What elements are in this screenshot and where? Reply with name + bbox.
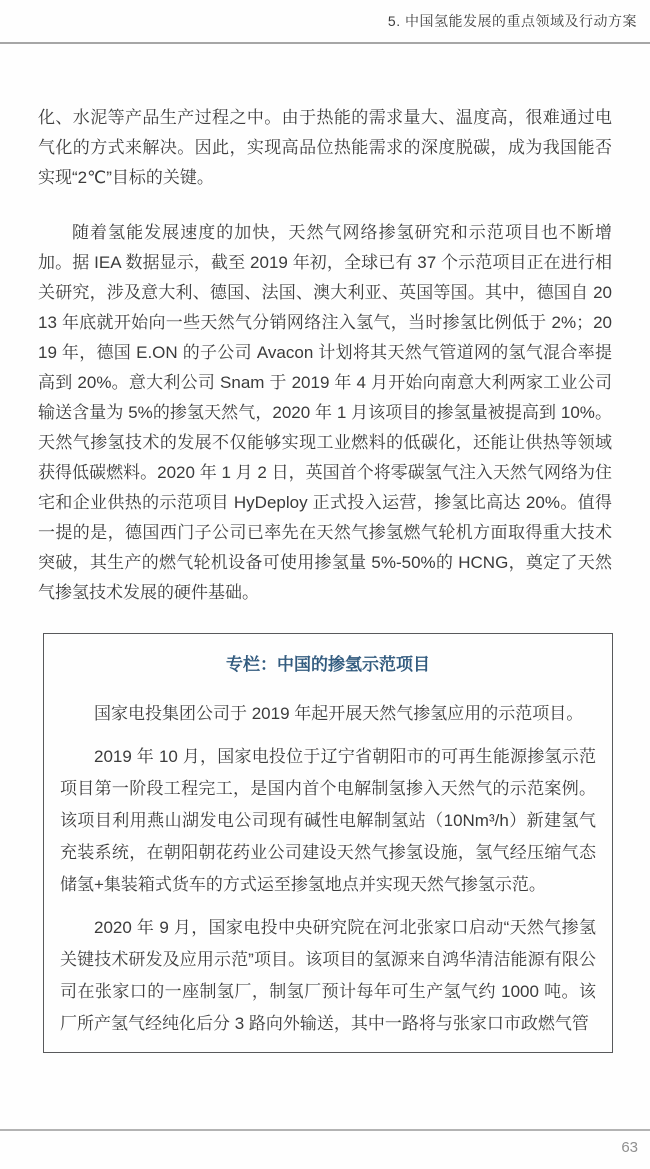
body-content: [38, 103, 612, 1053]
body-paragraph: 化、水泥等产品生产过程之中。由于热能的需求量大、温度高，很难通过电气化的方式来解决。因此，实现高品位热能需求的深度脱碳，成为我国能否实现“2℃”目标的关键。: [38, 108, 612, 187]
footer-divider: [0, 1129, 650, 1131]
callout-box: [43, 633, 613, 1053]
page-number: 63: [621, 1139, 638, 1156]
chapter-title: 5. 中国氢能发展的重点领域及行动方案: [387, 13, 637, 29]
callout-paragraph: 国家电投集团公司于 2019 年起开展天然气掺氢应用的示范项目。: [94, 704, 584, 723]
callout-title: 专栏：中国的掺氢示范项目: [226, 655, 430, 674]
callout-paragraph: 2020 年 9 月，国家电投中央研究院在河北张家口启动“天然气掺氢关键技术研发及应用示范”项目。该项目的氢源来自鸿华清洁能源有限公司在张家口的一座制氢厂，制氢厂预计每年可生产氢气约 1000 吨。该厂所产氢气经纯化后分 3 路向外输送，其中一路将与张家口市政燃气管: [60, 918, 596, 1033]
running-header: [0, 11, 637, 31]
callout-paragraph: 2019 年 10 月，国家电投位于辽宁省朝阳市的可再生能源掺氢示范项目第一阶段工程完工，是国内首个电解制氢掺入天然气的示范案例。该项目利用燕山湖发电公司现有碱性电解制氢站（10Nm³/h）新建氢气充装系统，在朝阳朝花药业公司建设天然气掺氢设施，氢气经压缩气态储氢+集装箱式货车的方式运至掺氢地点并实现天然气掺氢示范。: [60, 747, 596, 894]
header-divider: [0, 42, 650, 44]
body-paragraph: 随着氢能发展速度的加快，天然气网络掺氢研究和示范项目也不断增加。据 IEA 数据显示，截至 2019 年初，全球已有 37 个示范项目正在进行相关研究，涉及意大利、德国、法国、澳大利亚、英国等国。其中，德国自 2013 年底就开始向一些天然气分销网络注入氢气，当时掺氢比例低于 2%；2019 年，德国 E.ON 的子公司 Avacon 计划将其天然气管道网的氢气混合率提高到 20%。意大利公司 Snam 于 2019 年 4 月开始向南意大利两家工业公司输送含量为 5%的掺氢天然气，2020 年 1 月该项目的掺氢量被提高到 10%。天然气掺氢技术的发展不仅能够实现工业燃料的低碳化，还能让供热等领域获得低碳燃料。2020 年 1 月 2 日，英国首个将零碳氢气注入天然气网络为住宅和企业供热的示范项目 HyDeploy 正式投入运营，掺氢比高达 20%。值得一提的是，德国西门子公司已率先在天然气掺氢燃气轮机方面取得重大技术突破，其生产的燃气轮机设备可使用掺氢量 5%-50%的 HCNG，奠定了天然气掺氢技术发展的硬件基础。: [38, 223, 612, 602]
